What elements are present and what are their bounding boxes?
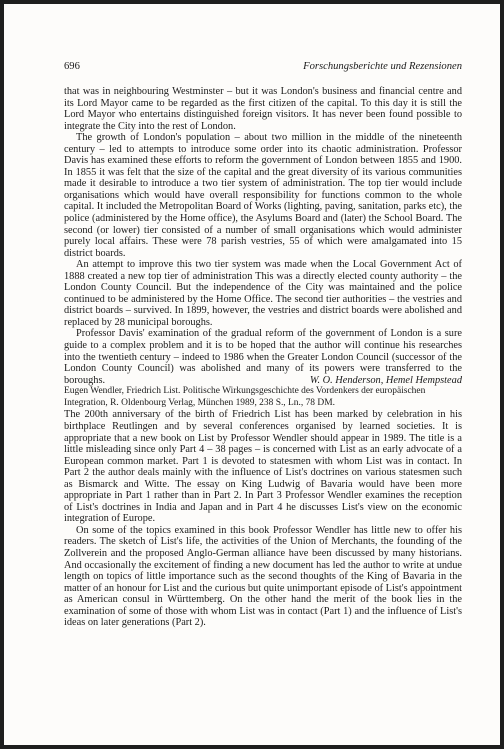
paragraph: The growth of London's population – about two million in the middle of the nineteenth century – led to attempts to introduce some order into its chaotic administration. Professor Davis has examined these efforts to reform the government of London between 1855 and 1900. In 1855 it was felt that the size of the capital and the great diversity of its various communities made it desirable to introduce a two tier system of administration. The top tier would include organisations which would have overall responsibility for functions common to the whole capital. It included the Metropolitan Board of Works (lighting, paving, sanitation, parks etc), the police (administered by the Home office), the Asylums Board and (later) the School Board. The second (or lower) tier consisted of a number of small organisations which would administer purely local affairs. These were 78 parish vestries, 55 of which were amalgamated into 15 district boards. [64,132,462,259]
reviewer-signature: W. O. Henderson, Hemel Hempstead [309,374,462,386]
page-body [64,86,462,629]
running-title: Forschungsberichte und Rezensionen [303,61,462,72]
paragraph: The 200th anniversary of the birth of Friedrich List has been marked by celebration in his birthplace Reutlingen and by several conferences organised by learned societies. It is appropriate that a new book on List by Professor Wendler should appear in 1989. The title is a little misleading since only Part 4 – 38 pages – is concerned with List as an early advocate of a European common market. Part 1 is devoted to statesmen with whom List was in contact. In Part 2 the author deals mainly with the influence of List's doctrines on various statesmen such as Bismarck and Witte. The essay on King Ludwig of Bavaria would have been more appropriate in Part 1 rather than in Part 2. In Part 3 Professor Wendler examines the reception of List's doctrines in India and Japan and in Part 4 he discusses List's view on the economic integration of Europe. [64,409,462,525]
closing-text: Professor Davis' examination of the gradual reform of the government of London is a sure guide to a complex problem and it is to be hoped that the author will continue his researches into the twentieth century – indeed to 1986 when the Greater London Council (successor of the London County Council) was abolished and many of its powers were transferred to the boroughs. [64,328,462,386]
paragraph: On some of the topics examined in this book Professor Wendler has little new to offer his readers. The sketch of List's life, the activities of the Union of Merchants, the founding of the Zollverein and the proposed Anglo-German alliance have been discussed by many historians. And occasionally the excitement of finding a new document has led the author to write at undue length on topics of little importance such as the second thoughts of the King of Bavaria in the matter of an honour for List and the curious but quite unimportant episode of List's appointment as American consul in Württemberg. On the other hand the merit of the book lies in the examination of some of those with whom List was in contact (Part 1) and the influence of List's ideas on later generations (Part 2). [64,524,462,629]
closing-paragraph [64,328,462,386]
page-number: 696 [64,61,80,72]
paragraph: An attempt to improve this two tier system was made when the Local Government Act of 1888 created a new top tier of administration This was a directly elected county authority – the London County Council. But the independence of the City was maintained and the police continued to be administered by the Home Office. The second tier authorities – the vestries and district boards – survived. In 1899, however, the vestries and district boards were abolished and replaced by 28 municipal boroughs. [64,259,462,328]
review-citation: Eugen Wendler, Friedrich List. Politische Wirkungsgeschichte des Vordenkers der europäischen Integration, R. Oldenbourg Verlag, München 1989, 238 S., Ln., 78 DM. [64,386,426,408]
paragraph: that was in neighbouring Westminster – but it was London's business and financial centre and its Lord Mayor came to be regarded as the first citizen of the capital. To this day it is still the Lord Mayor who entertains distinguished foreign visitors. It has never been found possible to integrate the City into the rest of London. [64,86,462,132]
